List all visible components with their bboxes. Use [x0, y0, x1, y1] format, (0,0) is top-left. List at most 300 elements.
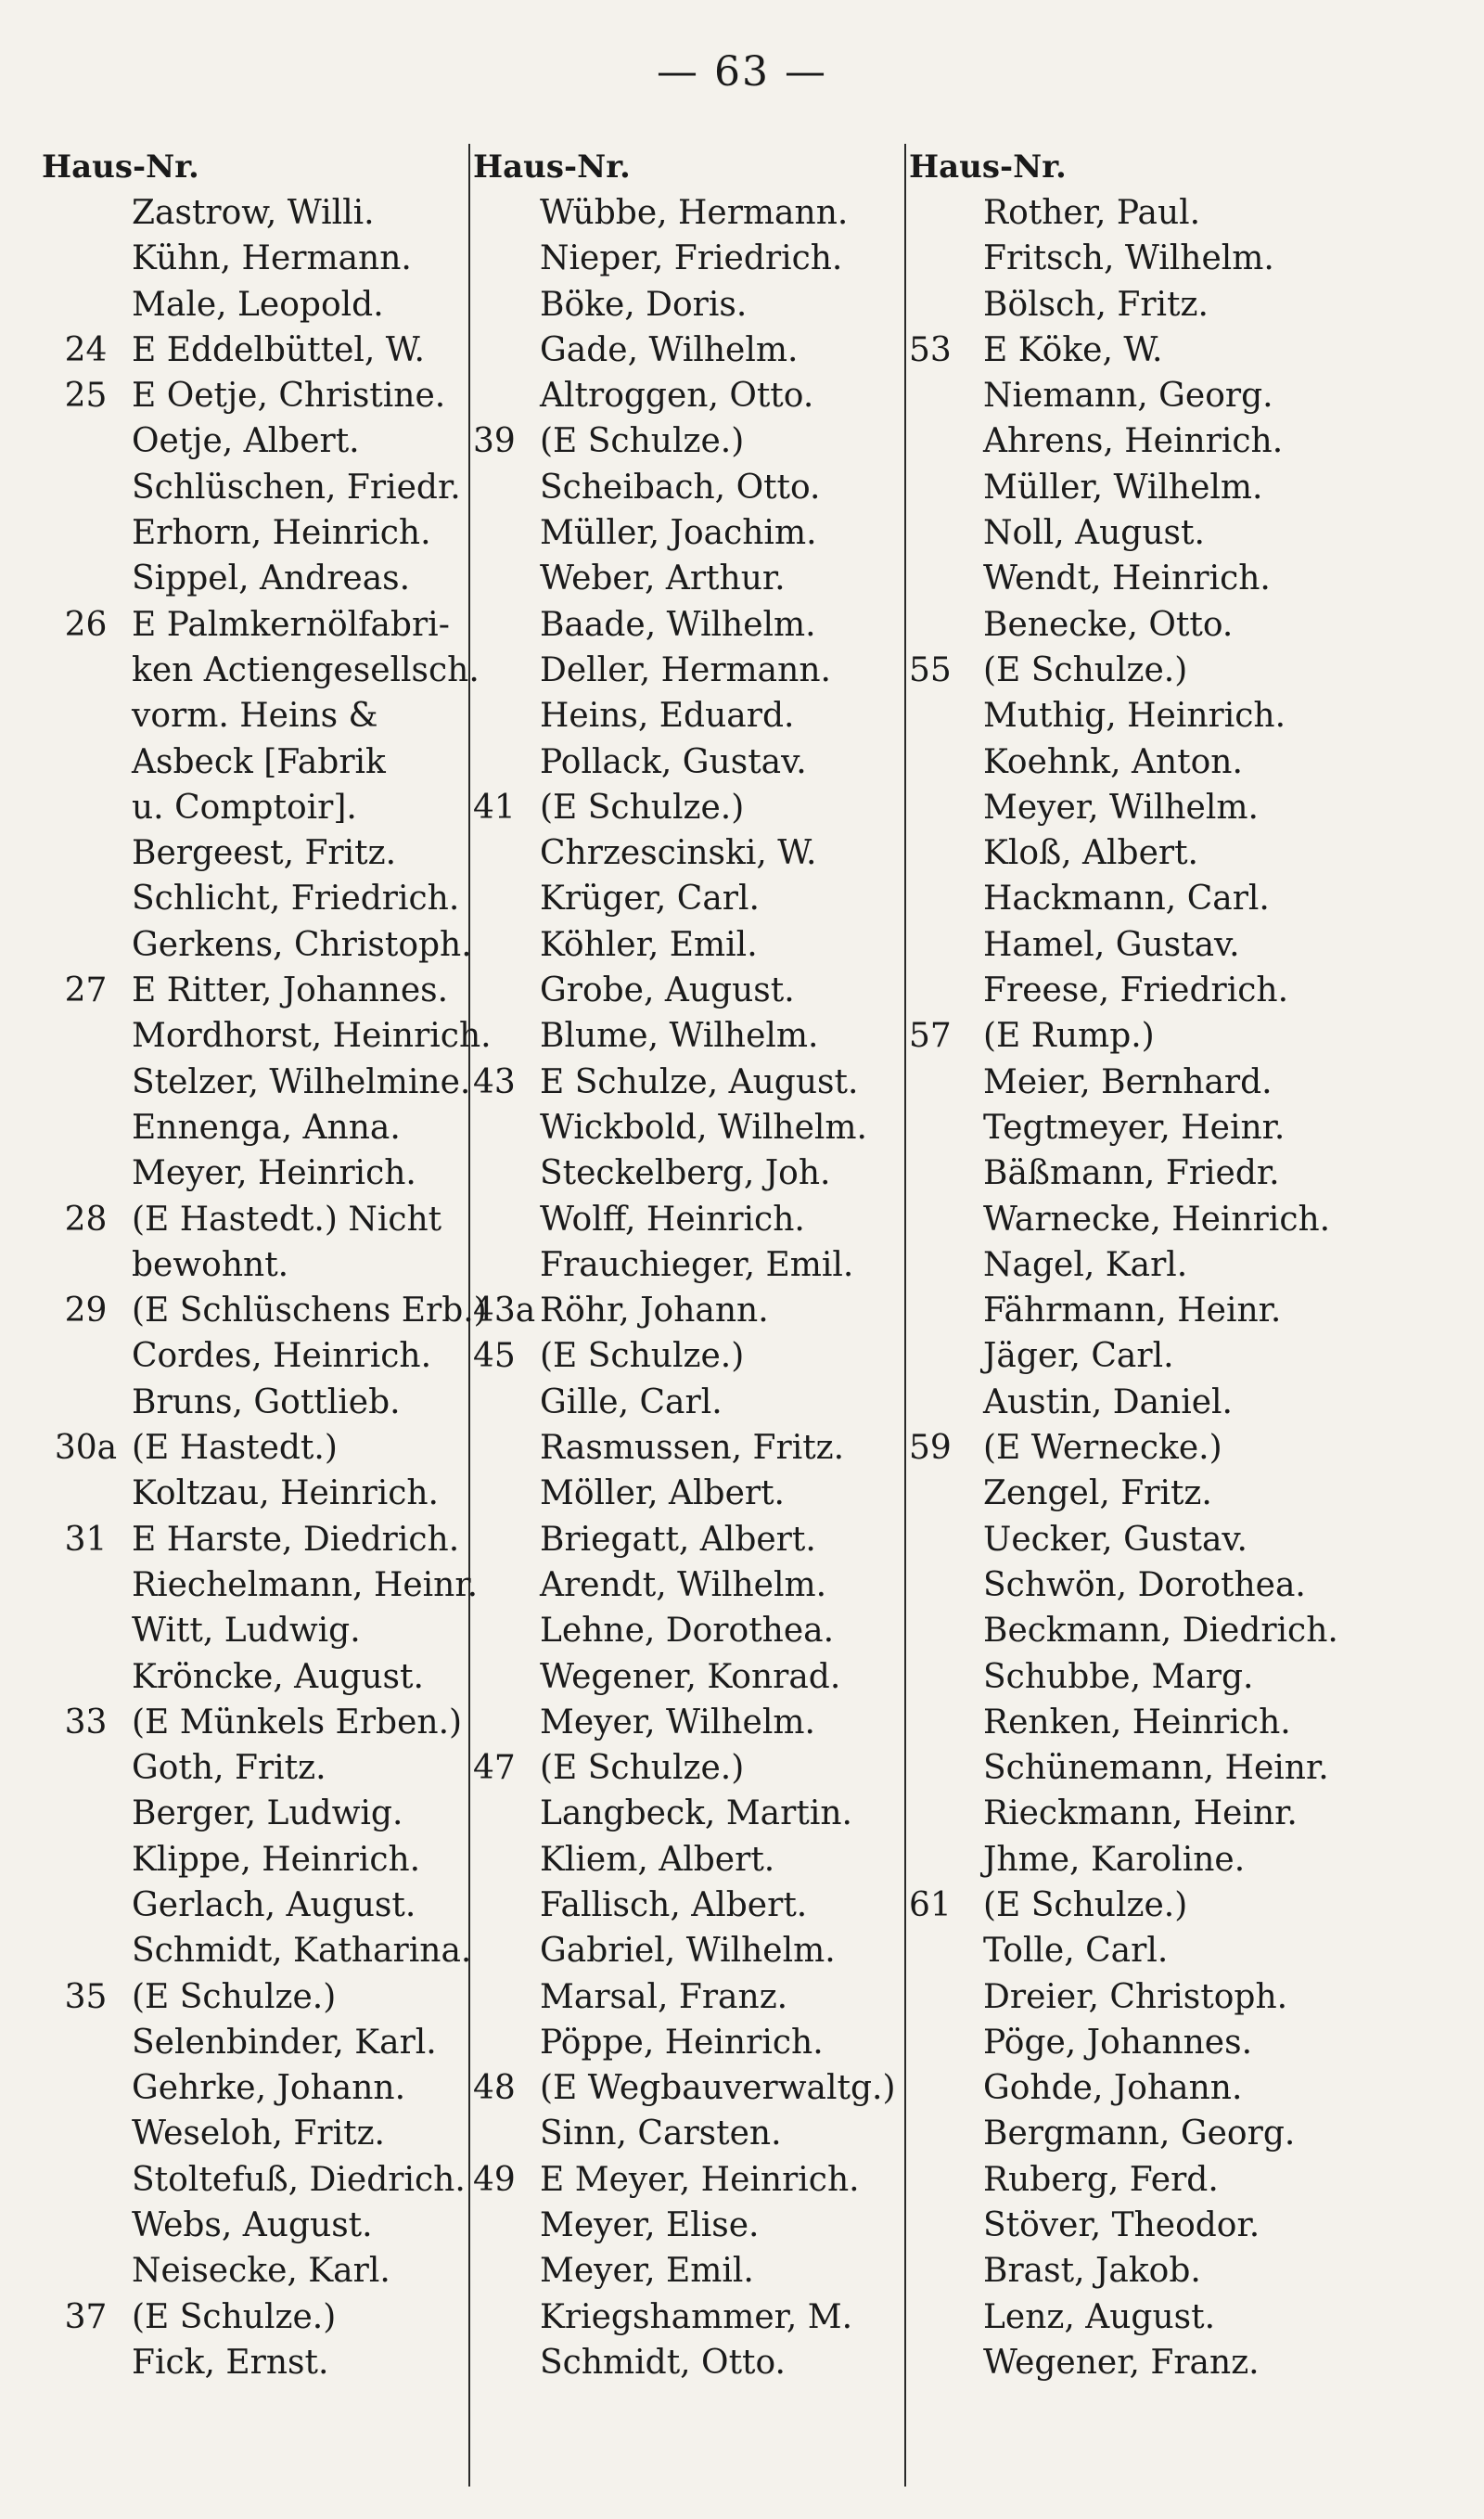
house-number: 26 [64, 605, 108, 644]
resident-name: Langbeck, Martin. [540, 1794, 852, 1833]
house-number: 48 [473, 2069, 516, 2108]
house-number [473, 1197, 538, 1242]
resident-name: Gabriel, Wilhelm. [540, 1932, 836, 1971]
house-number [473, 1150, 538, 1196]
column-header: Haus-Nr. [909, 148, 1067, 186]
list-item [473, 1013, 918, 1059]
list-item [909, 1562, 1428, 1608]
house-number [42, 739, 130, 785]
list-item [909, 556, 1428, 601]
list-item [909, 876, 1428, 921]
resident-name: (E Schulze.) [132, 1977, 337, 2016]
list-item [473, 1425, 918, 1471]
list-item [473, 510, 918, 556]
list-item [42, 1608, 487, 1653]
resident-name: (E Schulze.) [540, 788, 745, 827]
resident-name: Wendt, Heinrich. [983, 559, 1271, 598]
resident-name: Erhorn, Heinrich. [132, 514, 431, 553]
list-item [473, 968, 918, 1013]
resident-name: E Palmkernölfabri- [132, 605, 450, 644]
house-number [42, 1562, 130, 1608]
list-item [473, 1928, 918, 1973]
list-item [42, 2248, 487, 2294]
house-number [42, 2157, 130, 2203]
list-item [42, 1974, 487, 2020]
list-item [42, 1060, 487, 1105]
resident-name: Grobe, August. [540, 971, 795, 1010]
resident-name: E Schulze, August. [540, 1062, 859, 1101]
list-item [42, 236, 487, 281]
list-item [473, 1105, 918, 1150]
resident-name: E Köke, W. [983, 330, 1163, 369]
house-number [42, 236, 130, 281]
house-number [909, 1745, 981, 1791]
house-number [473, 328, 538, 373]
resident-name: Schünemann, Heinr. [983, 1749, 1329, 1788]
house-number: 35 [64, 1977, 108, 2016]
list-item [42, 2203, 487, 2248]
entry-list [473, 190, 918, 2385]
list-item [909, 1745, 1428, 1791]
house-number [42, 785, 130, 830]
house-number [42, 2248, 130, 2294]
house-number [42, 693, 130, 739]
list-item [909, 1517, 1428, 1562]
house-number [42, 1928, 130, 1973]
list-item [909, 1791, 1428, 1836]
house-number [909, 1380, 981, 1425]
list-item [473, 648, 918, 693]
house-number [909, 1242, 981, 1288]
resident-name: Wickbold, Wilhelm. [540, 1108, 868, 1147]
list-item [473, 2111, 918, 2156]
list-item [909, 968, 1428, 1013]
resident-name: Bölsch, Fritz. [983, 285, 1209, 324]
house-number [909, 2020, 981, 2065]
list-item [473, 1883, 918, 1928]
house-number: 31 [64, 1520, 108, 1559]
house-number [42, 1242, 130, 1288]
list-item [909, 236, 1428, 281]
resident-name: Hamel, Gustav. [983, 925, 1240, 964]
resident-name: Freese, Friedrich. [983, 971, 1289, 1010]
list-item [42, 282, 487, 328]
list-item [909, 830, 1428, 876]
resident-name: Lenz, August. [983, 2297, 1216, 2336]
resident-name: Müller, Wilhelm. [983, 468, 1263, 507]
resident-name: Meyer, Wilhelm. [983, 788, 1259, 827]
resident-name: Nieper, Friedrich. [540, 239, 843, 278]
resident-name: E Meyer, Heinrich. [540, 2160, 860, 2199]
list-item [909, 2340, 1428, 2385]
list-item [909, 1883, 1428, 1928]
list-item [473, 830, 918, 876]
resident-name: Frauchieger, Emil. [540, 1245, 854, 1284]
house-number [473, 2340, 538, 2385]
house-number [42, 1837, 130, 1883]
resident-name: Köhler, Emil. [540, 925, 758, 964]
resident-name: Kriegshammer, M. [540, 2297, 853, 2336]
resident-name: Gerlach, August. [132, 1885, 416, 1924]
resident-name: (E Schulze.) [983, 650, 1188, 689]
list-item [473, 465, 918, 510]
house-number: 43a [473, 1292, 536, 1330]
house-number [909, 556, 981, 601]
resident-name: (E Rump.) [983, 1017, 1155, 1056]
resident-name: Dreier, Christoph. [983, 1977, 1288, 2016]
house-number: 41 [473, 788, 516, 827]
list-item [473, 2248, 918, 2294]
resident-name: Rasmussen, Fritz. [540, 1429, 845, 1468]
list-item [473, 739, 918, 785]
house-number [42, 1654, 130, 1700]
resident-name: Wegener, Konrad. [540, 1657, 841, 1696]
resident-name: Rother, Paul. [983, 194, 1201, 232]
house-number [473, 968, 538, 1013]
list-item [42, 830, 487, 876]
house-number: 59 [909, 1429, 952, 1468]
house-number [909, 1974, 981, 2020]
list-item [909, 1013, 1428, 1059]
resident-name: Mordhorst, Heinrich. [132, 1017, 492, 1056]
resident-name: E Eddelbüttel, W. [132, 330, 425, 369]
page-number: — 63 — [657, 48, 827, 96]
list-item [473, 2157, 918, 2203]
resident-name: Gille, Carl. [540, 1382, 723, 1421]
resident-name: Weseloh, Fritz. [132, 2114, 385, 2153]
resident-name: E Oetje, Christine. [132, 377, 446, 416]
list-item [473, 2203, 918, 2248]
resident-name: Male, Leopold. [132, 285, 384, 324]
resident-name: Berger, Ludwig. [132, 1794, 403, 1833]
house-number [473, 2111, 538, 2156]
list-item [473, 328, 918, 373]
house-number: 30a [54, 1429, 118, 1468]
resident-name: (E Münkels Erben.) [132, 1703, 463, 1741]
house-number: 47 [473, 1749, 516, 1788]
house-number [909, 1333, 981, 1379]
resident-name: Chrzescinski, W. [540, 834, 817, 873]
list-item [42, 1517, 487, 1562]
resident-name: Neisecke, Karl. [132, 2252, 390, 2291]
house-number [909, 2248, 981, 2294]
house-number [909, 1197, 981, 1242]
house-number [42, 1105, 130, 1150]
list-item [909, 465, 1428, 510]
house-number [42, 190, 130, 236]
house-number [42, 922, 130, 968]
list-item [473, 1150, 918, 1196]
resident-name: (E Hastedt.) [132, 1429, 338, 1468]
house-number [473, 373, 538, 418]
resident-name: ken Actiengesellsch. [132, 650, 480, 689]
column-3 [909, 144, 1428, 2385]
house-number [909, 2157, 981, 2203]
resident-name: Jäger, Carl. [983, 1337, 1174, 1376]
resident-name: Ahrens, Heinrich. [983, 422, 1284, 461]
resident-name: Tegtmeyer, Heinr. [983, 1108, 1286, 1147]
house-number [473, 739, 538, 785]
house-number: 45 [473, 1337, 516, 1376]
resident-name: Marsal, Franz. [540, 1977, 788, 2016]
house-number: 55 [909, 650, 952, 689]
resident-name: Beckmann, Diedrich. [983, 1612, 1338, 1651]
list-item [473, 1517, 918, 1562]
house-number: 57 [909, 1017, 952, 1056]
resident-name: u. Comptoir]. [132, 788, 357, 827]
house-number [473, 236, 538, 281]
resident-name: Wolff, Heinrich. [540, 1200, 805, 1239]
list-item [473, 282, 918, 328]
house-number [473, 693, 538, 739]
resident-name: Arendt, Wilhelm. [540, 1565, 827, 1604]
house-number [473, 1242, 538, 1288]
house-number [473, 2203, 538, 2248]
house-number [909, 2065, 981, 2111]
house-number [473, 648, 538, 693]
resident-name: Bäßmann, Friedr. [983, 1154, 1280, 1193]
resident-name: Röhr, Johann. [540, 1292, 769, 1330]
list-item [473, 2294, 918, 2340]
list-item [473, 190, 918, 236]
resident-name: Meyer, Heinrich. [132, 1154, 416, 1193]
resident-name: (E Wernecke.) [983, 1429, 1222, 1468]
house-number [473, 1425, 538, 1471]
list-item [473, 556, 918, 601]
house-number [909, 922, 981, 968]
list-item [473, 2065, 918, 2111]
house-number [909, 1288, 981, 1333]
house-number [909, 1517, 981, 1562]
entry-list [42, 190, 492, 2385]
resident-name: Oetje, Albert. [132, 422, 360, 461]
list-item [42, 1013, 492, 1059]
house-number [42, 1745, 130, 1791]
list-item [909, 1197, 1428, 1242]
resident-name: Lehne, Dorothea. [540, 1612, 835, 1651]
house-number [473, 1974, 538, 2020]
list-item [42, 2065, 487, 2111]
list-item [909, 2157, 1428, 2203]
list-item [42, 2340, 487, 2385]
list-item [909, 1288, 1428, 1333]
resident-name: Fallisch, Albert. [540, 1885, 808, 1924]
resident-name: Bruns, Gottlieb. [132, 1382, 401, 1421]
list-item [42, 418, 487, 464]
list-item [473, 1242, 918, 1288]
house-number [42, 1060, 130, 1105]
list-item [909, 922, 1428, 968]
list-item [909, 648, 1428, 693]
resident-name: Deller, Hermann. [540, 650, 831, 689]
house-number [909, 373, 981, 418]
resident-name: Pöge, Johannes. [983, 2023, 1253, 2062]
list-item [473, 2020, 918, 2065]
resident-name: Benecke, Otto. [983, 605, 1234, 644]
house-number [909, 968, 981, 1013]
house-number [42, 282, 130, 328]
list-item [909, 2294, 1428, 2340]
house-number [473, 556, 538, 601]
house-number [909, 785, 981, 830]
house-number [473, 1105, 538, 1150]
list-item [909, 2065, 1428, 2111]
list-item [42, 922, 487, 968]
house-number [473, 1517, 538, 1562]
list-item [42, 602, 487, 648]
list-item [473, 1333, 918, 1379]
house-number [473, 1013, 538, 1059]
house-number [909, 1105, 981, 1150]
resident-name: Gerkens, Christoph. [132, 925, 472, 964]
house-number [473, 922, 538, 968]
list-item [909, 1928, 1428, 1973]
resident-name: (E Wegbauverwaltg.) [540, 2069, 896, 2108]
list-item [42, 1288, 487, 1333]
resident-name: Meyer, Elise. [540, 2206, 760, 2245]
house-number [473, 282, 538, 328]
resident-name: Möller, Albert. [540, 1474, 785, 1513]
resident-name: Böke, Doris. [540, 285, 748, 324]
house-number [42, 2203, 130, 2248]
resident-name: Zastrow, Willi. [132, 194, 375, 232]
list-item [909, 2020, 1428, 2065]
list-item [42, 1380, 487, 1425]
resident-name: Wübbe, Hermann. [540, 194, 849, 232]
list-item [473, 236, 918, 281]
resident-name: Fick, Ernst. [132, 2343, 329, 2382]
resident-name: Webs, August. [132, 2206, 373, 2245]
house-number [473, 1608, 538, 1653]
list-item [42, 1791, 487, 1836]
list-item [42, 2111, 487, 2156]
resident-name: (E Schulze.) [983, 1885, 1188, 1924]
list-item [473, 1837, 918, 1883]
list-item [42, 1425, 487, 1471]
resident-name: Müller, Joachim. [540, 514, 817, 553]
house-number [473, 602, 538, 648]
house-number [909, 1791, 981, 1836]
entry-list [909, 190, 1428, 2385]
list-item [473, 693, 918, 739]
resident-name: Meyer, Wilhelm. [540, 1703, 815, 1741]
resident-name: Goth, Fritz. [132, 1749, 326, 1788]
house-number [909, 876, 981, 921]
list-item [473, 1288, 918, 1333]
resident-name: Steckelberg, Joh. [540, 1154, 831, 1193]
house-number: 39 [473, 422, 516, 461]
list-item [42, 785, 487, 830]
house-number [473, 830, 538, 876]
resident-name: E Ritter, Johannes. [132, 971, 449, 1010]
resident-name: (E Schulze.) [540, 1337, 745, 1376]
list-item [909, 1060, 1428, 1105]
resident-name: Muthig, Heinrich. [983, 697, 1286, 736]
resident-name: Rieckmann, Heinr. [983, 1794, 1298, 1833]
list-item [909, 1105, 1428, 1150]
resident-name: Bergeest, Fritz. [132, 834, 397, 873]
house-number: 28 [64, 1200, 108, 1239]
house-number [909, 2294, 981, 2340]
house-number [473, 190, 538, 236]
house-number [473, 1654, 538, 1700]
resident-name: Nagel, Karl. [983, 1245, 1188, 1284]
house-number [909, 2111, 981, 2156]
house-number [909, 1150, 981, 1196]
list-item [909, 418, 1428, 464]
house-number [42, 648, 130, 693]
resident-name: Blume, Wilhelm. [540, 1017, 819, 1056]
column-1 [42, 144, 492, 2385]
resident-name: (E Schulze.) [540, 1749, 745, 1788]
resident-name: Uecker, Gustav. [983, 1520, 1247, 1559]
house-number [909, 693, 981, 739]
house-number [473, 2294, 538, 2340]
resident-name: Schlicht, Friedrich. [132, 880, 460, 919]
resident-name: Heins, Eduard. [540, 697, 795, 736]
list-item [909, 1471, 1428, 1516]
list-item [42, 2020, 487, 2065]
house-number [42, 510, 130, 556]
house-number [909, 2203, 981, 2248]
resident-name: Wegener, Franz. [983, 2343, 1260, 2382]
resident-name: Pollack, Gustav. [540, 742, 807, 781]
resident-name: Kröncke, August. [132, 1657, 424, 1696]
column-header: Haus-Nr. [42, 148, 199, 186]
house-number [42, 556, 130, 601]
house-number [909, 1060, 981, 1105]
house-number [42, 1013, 130, 1059]
list-item [42, 1471, 487, 1516]
list-item [473, 876, 918, 921]
resident-name: Jhme, Karoline. [983, 1840, 1246, 1879]
resident-name: Baade, Wilhelm. [540, 605, 816, 644]
house-number [909, 739, 981, 785]
list-item [909, 1837, 1428, 1883]
house-number [909, 1837, 981, 1883]
list-item [473, 1562, 918, 1608]
resident-name: Selenbinder, Karl. [132, 2023, 437, 2062]
resident-name: Niemann, Georg. [983, 377, 1273, 416]
list-item [473, 2340, 918, 2385]
resident-name: E Harste, Diedrich. [132, 1520, 460, 1559]
resident-name: Koehnk, Anton. [983, 742, 1243, 781]
resident-name: Kühn, Hermann. [132, 239, 412, 278]
list-item [42, 1105, 487, 1150]
resident-name: Ruberg, Ferd. [983, 2160, 1219, 2199]
house-number: 29 [64, 1292, 108, 1330]
list-item [909, 2203, 1428, 2248]
list-item [909, 602, 1428, 648]
resident-name: Schmidt, Otto. [540, 2343, 786, 2382]
list-item [42, 1562, 487, 1608]
house-number [473, 1791, 538, 1836]
list-item [473, 1380, 918, 1425]
list-item [909, 1700, 1428, 1745]
resident-name: Koltzau, Heinrich. [132, 1474, 439, 1513]
list-item [473, 1654, 918, 1700]
house-number [909, 830, 981, 876]
list-item [42, 1242, 487, 1288]
list-item [473, 1471, 918, 1516]
list-item [909, 693, 1428, 739]
list-item [42, 968, 487, 1013]
house-number [473, 510, 538, 556]
resident-name: Austin, Daniel. [983, 1382, 1233, 1421]
house-number [473, 465, 538, 510]
resident-name: Sinn, Carsten. [540, 2114, 782, 2153]
list-item [473, 602, 918, 648]
